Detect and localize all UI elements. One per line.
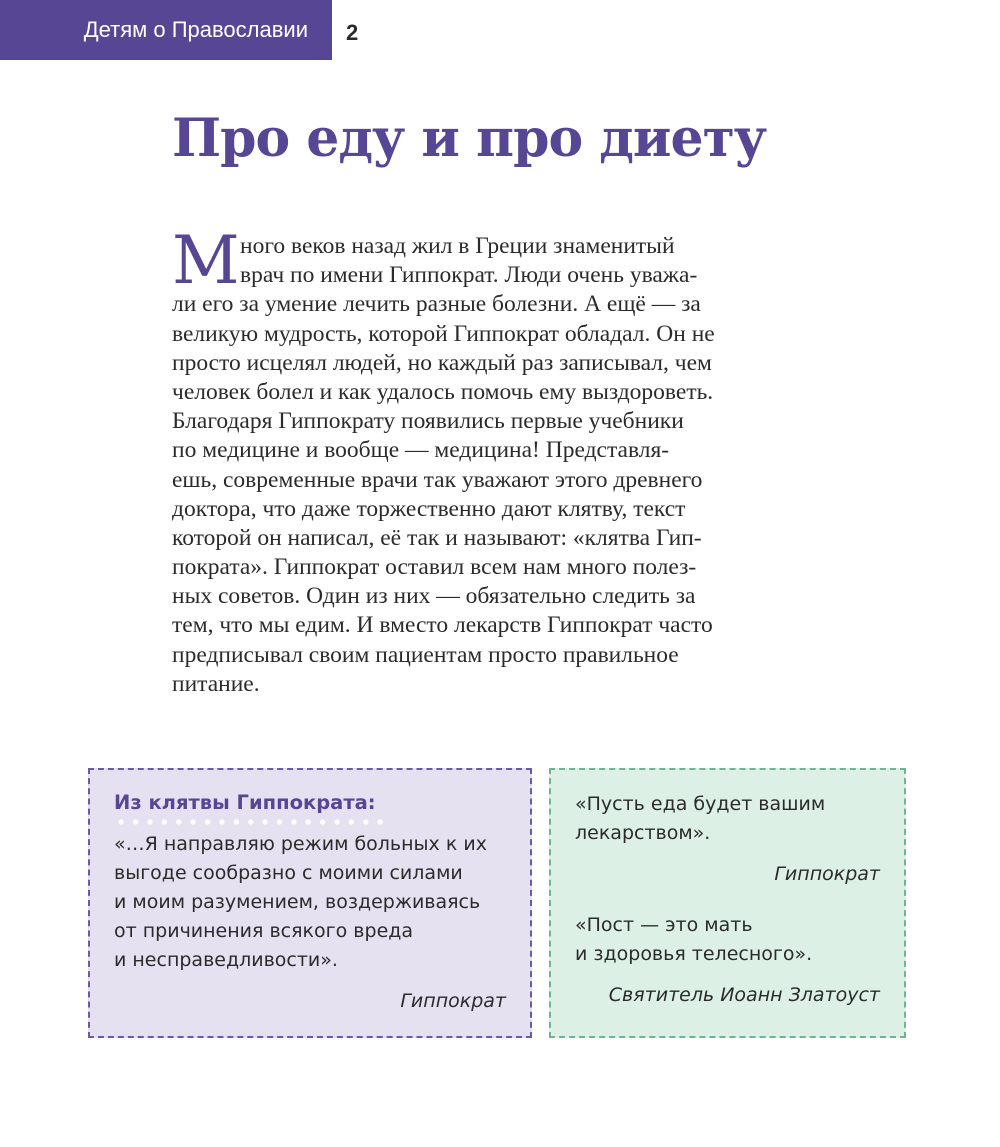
drop-cap: М [172, 222, 240, 299]
body-line: великую мудрость, которой Гиппократ обладал. Он не [172, 320, 715, 347]
body-line: ешь, современные врачи так уважают этого древнего [172, 466, 703, 493]
oath-author: Гиппократ [400, 990, 506, 1012]
section-header [0, 0, 332, 60]
quote2-author: Святитель Иоанн Златоуст [608, 984, 880, 1006]
page-title: Про еду и про диету [172, 108, 767, 169]
body-line: предписывал своим пациентам просто правильное [172, 641, 679, 668]
body-line: ных советов. Один из них — обязательно следить за [172, 583, 696, 610]
body-line: тем, что мы едим. И вместо лекарств Гиппократ часто [172, 612, 713, 639]
quote1-author: Гиппократ [774, 863, 880, 885]
quotes-box [549, 768, 906, 1038]
body-line: питание. [172, 670, 260, 697]
body-line: просто исцелял людей, но каждый раз записывал, чем [172, 349, 712, 376]
oath-line: «…Я направляю режим больных к их [114, 833, 487, 855]
oath-box-heading: Из клятвы Гиппократа: [114, 791, 376, 814]
body-line: человек болел и как удалось помочь ему выздороветь. [172, 378, 714, 405]
body-line: доктора, что даже торжественно дают клятву, текст [172, 495, 686, 522]
body-line: по медицине и вообще — медицина! Представля- [172, 437, 670, 464]
oath-line: и несправедливости». [114, 949, 338, 971]
section-title: Детям о Православии [83, 17, 308, 42]
body-line: пократа». Гиппократ оставил всем нам много полез- [172, 554, 697, 581]
article-body [172, 222, 832, 699]
body-line: ного веков назад жил в Греции знаменитый [240, 233, 675, 259]
body-line: которой он написал, её так и называют: «клятва Гип- [172, 524, 702, 551]
oath-line: выгоде сообразно с моими силами [114, 862, 463, 884]
dotted-divider [114, 819, 384, 825]
oath-line: от причинения всякого вреда [114, 920, 414, 942]
page-number: 2 [346, 20, 359, 45]
body-line: Благодаря Гиппократу появились первые учебники [172, 408, 684, 435]
oath-quote-box [88, 768, 532, 1038]
quote-spacer [575, 889, 880, 911]
oath-line: и моим разумением, воздерживаясь [114, 891, 481, 913]
quote2-line: и здоровья телесного». [575, 943, 813, 965]
quote1-line: «Пусть еда будет вашим [575, 793, 826, 815]
quote1-line: лекарством». [575, 822, 711, 844]
body-line: врач по имени Гиппократ. Люди очень уважа- [240, 262, 698, 289]
body-line: ли его за умение лечить разные болезни. А ещё — за [172, 291, 701, 318]
quote2-line: «Пост — это мать [575, 914, 753, 936]
